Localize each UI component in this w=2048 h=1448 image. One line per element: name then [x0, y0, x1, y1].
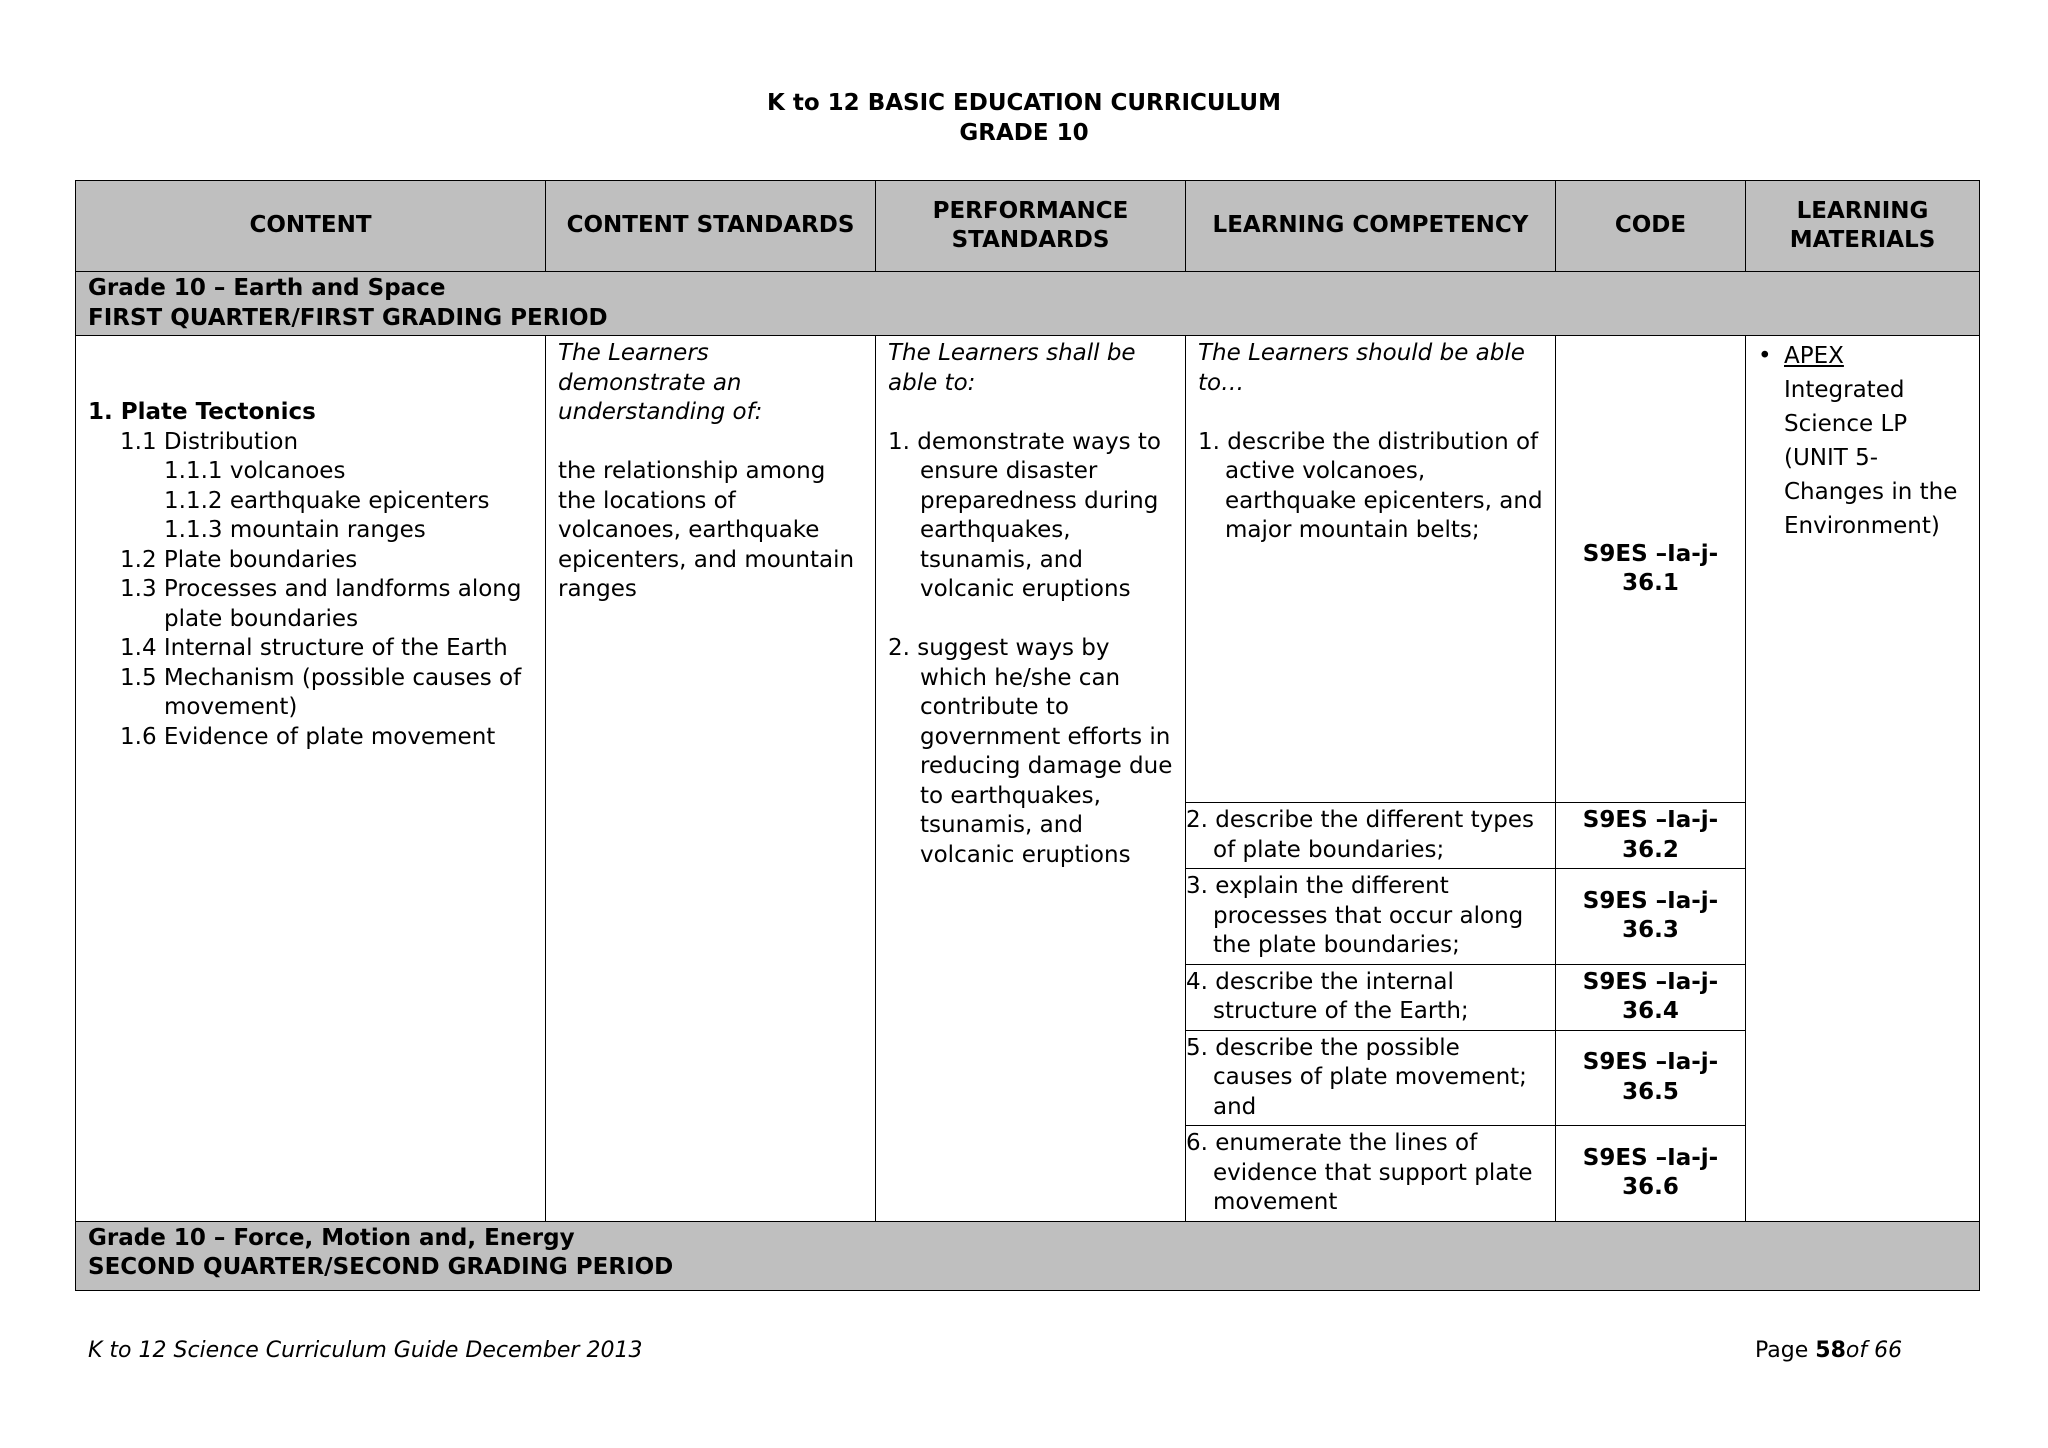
performance-standards-cell	[876, 336, 1186, 1222]
header-content: CONTENT	[76, 181, 546, 272]
table-row	[76, 336, 1980, 803]
page-total: of 66	[1845, 1338, 1903, 1363]
section-period: SECOND QUARTER/SECOND GRADING PERIOD	[88, 1254, 674, 1280]
list-item: 1.6 Evidence of plate movement	[120, 723, 496, 750]
header-learning-materials: LEARNING MATERIALS	[1746, 181, 1980, 272]
content-cell	[76, 336, 546, 1222]
materials-text: Integrated Science LP (UNIT 5- Changes in the Environment)	[1784, 377, 1958, 539]
content-standards-text: the relationship among the locations of volcanoes, earthquake epicenters, and mountain ranges	[558, 458, 855, 602]
content-standards-cell	[546, 336, 876, 1222]
apex-link[interactable]: APEX	[1784, 343, 1844, 369]
section-period: FIRST QUARTER/FIRST GRADING PERIOD	[88, 304, 608, 331]
header-learning-competency: LEARNING COMPETENCY	[1186, 181, 1556, 272]
list-item: 1.5 Mechanism (possible causes of movement)	[120, 664, 522, 720]
header-code: CODE	[1556, 181, 1746, 272]
code-cell: S9ES –Ia-j-36.6	[1556, 1126, 1746, 1222]
code-cell: S9ES –Ia-j-36.2	[1556, 803, 1746, 869]
list-item: 1.1.1 volcanoes	[164, 458, 346, 484]
curriculum-table	[75, 180, 1980, 1291]
section-band-first-quarter	[76, 272, 1980, 336]
code-cell: S9ES –Ia-j-36.1	[1556, 336, 1746, 803]
list-item: 2. suggest ways by which he/she can contribute to government efforts in reducing damage due to earthquakes, tsunamis, and volcanic eruptions	[888, 635, 1173, 868]
document-subtitle: GRADE 10	[959, 120, 1089, 146]
list-item: 1.1 Distribution	[120, 428, 299, 455]
section-title: Grade 10 – Earth and Space	[88, 275, 446, 301]
header-performance-standards: PERFORMANCE STANDARDS	[876, 181, 1186, 272]
page-label: Page	[1755, 1338, 1816, 1363]
list-item: 1.2 Plate boundaries	[120, 546, 358, 573]
header-content-standards: CONTENT STANDARDS	[546, 181, 876, 272]
code-cell: S9ES –Ia-j-36.5	[1556, 1030, 1746, 1126]
performance-standards-intro: The Learners shall be able to:	[888, 340, 1136, 396]
competency-item: 6. enumerate the lines of evidence that support plate movement	[1186, 1126, 1556, 1222]
competency-item: 5. describe the possible causes of plate movement; and	[1186, 1030, 1556, 1126]
header-row	[76, 181, 1980, 272]
competency-intro: The Learners should be able to…	[1198, 340, 1525, 396]
content-heading: 1. Plate Tectonics	[88, 399, 316, 425]
competency-item: 4. describe the internal structure of the Earth;	[1186, 964, 1556, 1030]
list-item: 1. demonstrate ways to ensure disaster preparedness during earthquakes, tsunamis, and volcanic eruptions	[888, 428, 1161, 602]
page-current: 58	[1815, 1338, 1846, 1363]
footer-page-number	[1755, 1338, 1902, 1363]
list-item: 1.3 Processes and landforms along plate boundaries	[120, 576, 522, 632]
section-band-second-quarter	[76, 1221, 1980, 1290]
code-cell: S9ES –Ia-j-36.4	[1556, 964, 1746, 1030]
section-title: Grade 10 – Force, Motion and, Energy	[88, 1224, 575, 1251]
document-title: K to 12 BASIC EDUCATION CURRICULUM	[767, 90, 1281, 116]
footer-guide-title: K to 12 Science Curriculum Guide December 2013	[88, 1338, 643, 1363]
bullet-icon: •	[1758, 343, 1772, 369]
materials-item	[1758, 339, 1967, 543]
competency-item: 2. describe the different types of plate boundaries;	[1186, 803, 1556, 869]
list-item: 1.1.2 earthquake epicenters	[164, 487, 490, 514]
list-item: 1.4 Internal structure of the Earth	[120, 635, 508, 661]
competency-item: 1. describe the distribution of active volcanoes, earthquake epicenters, and major mountain belts;	[1198, 428, 1543, 543]
materials-cell	[1746, 336, 1980, 1222]
competency-item: 3. explain the different processes that occur along the plate boundaries;	[1186, 869, 1556, 965]
list-item: 1.1.3 mountain ranges	[164, 517, 426, 543]
content-standards-intro: The Learners demonstrate an understanding of:	[558, 340, 763, 425]
competency-cell	[1186, 336, 1556, 803]
code-cell: S9ES –Ia-j-36.3	[1556, 869, 1746, 965]
